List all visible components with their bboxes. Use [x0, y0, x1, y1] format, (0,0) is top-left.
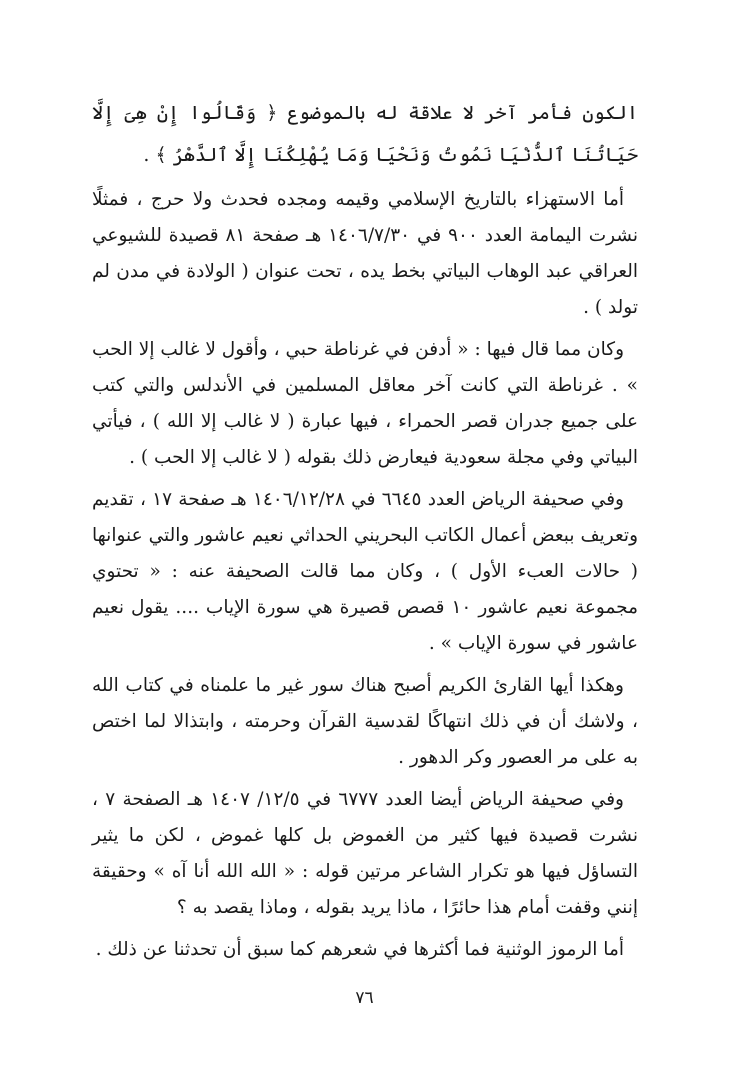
paragraph-granada: وكان مما قال فيها : « أدفن في غرناطة حبي ، وأقول لا غالب إلا الحب » . غرناطة التي كانت آخر معاقل المسلمين في الأندلس والتي كتب على جميع جدران قصر الحمراء ، فيها عبارة ( لا غالب إلا الله ) ، فيأتي البياتي وفي مجلة سعودية فيعارض ذلك بقوله ( لا غالب إلا الحب ) .: [92, 339, 638, 468]
paragraph-quran-sanctity: وهكذا أيها القارئ الكريم أصبح هناك سور غير ما علمناه في كتاب الله ، ولاشك أن في ذلك انتهاكًا لقدسية القرآن وحرمته ، وابتذالا لما اختص به على مر العصور وكر الدهور .: [92, 675, 638, 768]
paragraph-pagan-symbols: أما الرموز الوثنية فما أكثرها في شعرهم كما سبق أن تحدثنا عن ذلك .: [95, 939, 624, 960]
paragraph-yamamah-poem: أما الاستهزاء بالتاريخ الإسلامي وقيمه ومجده فحدث ولا حرج ، فمثلًا نشرت اليمامة العدد ٩٠٠ في ١٤٠٦/٧/٣٠ هـ صفحة ٨١ قصيدة للشيوعي العراقي عبد الوهاب البياتي بخط يده ، تحت عنوان ( الولادة في مدن لم تولد ) .: [92, 189, 638, 318]
paragraph-riyadh-naeem-ashour: وفي صحيفة الرياض العدد ٦٦٤٥ في ١٤٠٦/١٢/٢٨ هـ صفحة ١٧ ، تقديم وتعريف ببعض أعمال الكاتب البحريني الحداثي نعيم عاشور والتي عنوانها ( حالات العبء الأول ) ، وكان مما قالت الصحيفة عنه : « تحتوي مجموعة نعيم عاشور ١٠ قصص قصيرة هي سورة الإياب .... يقول نعيم عاشور في سورة الإياب » .: [92, 489, 639, 654]
paragraph-quran-verse: الكون فأمر آخر لا علاقة له بالموضوع ﴿ وَقَالُوا إِنْ هِىَ إِلَّا حَيَاتُنَا ٱلدُّنْيَا نَمُوتُ وَنَحْيَا وَمَا يُهْلِكُنَا إِلَّا ٱلدَّهْرُ ﴾ .: [92, 102, 638, 166]
page-body: [92, 92, 638, 974]
page-number: ٧٦: [355, 988, 374, 1008]
paragraph-riyadh-poem: وفي صحيفة الرياض أيضا العدد ٦٧٧٧ في ١٢/٥/ ١٤٠٧ هـ الصفحة ٧ ، نشرت قصيدة فيها كثير من الغموض بل كلها غموض ، لكن ما يثير التساؤل فيها هو تكرار الشاعر مرتين قوله : « الله الله أنا آه » وحقيقة إنني وقفت أمام هذا حائرًا ، ماذا يريد بقوله ، وماذا يقصد به ؟: [92, 789, 638, 918]
